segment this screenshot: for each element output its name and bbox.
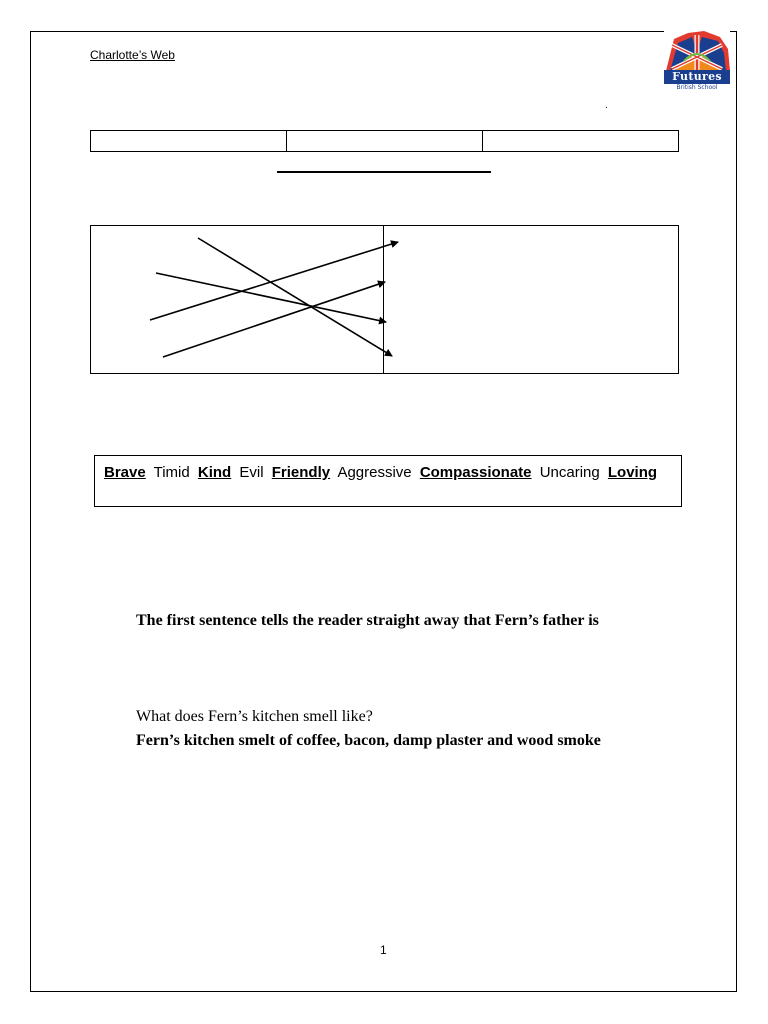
info-table: [90, 130, 679, 152]
title-underline: [277, 171, 491, 173]
logo-name: Futures: [664, 70, 730, 84]
word-bank-item: Friendly: [271, 464, 331, 481]
word-bank-item: Compassionate: [419, 464, 532, 481]
logo-subtitle: British School: [676, 84, 718, 91]
info-cell-1: [91, 131, 287, 152]
info-cell-3: [483, 131, 679, 152]
word-bank-item: Timid: [153, 464, 190, 481]
question-kitchen-smell: What does Fern’s kitchen smell like?: [136, 708, 373, 725]
word-bank-item: Evil: [239, 464, 264, 481]
question-first-sentence: The first sentence tells the reader straight away that Fern’s father is: [136, 612, 599, 629]
word-bank-item: Loving: [607, 464, 658, 481]
info-cell-2: [287, 131, 483, 152]
word-bank-item: Uncaring: [539, 464, 600, 481]
matching-divider: [383, 225, 384, 374]
word-bank-item: Brave: [104, 464, 146, 481]
document-title: Charlotte’s Web: [90, 48, 175, 62]
answer-kitchen-smell: Fern’s kitchen smelt of coffee, bacon, damp plaster and wood smoke: [136, 732, 601, 749]
word-bank: [94, 455, 682, 507]
stray-dot: .: [605, 100, 608, 111]
matching-box: [90, 225, 679, 374]
page-number: 1: [380, 943, 387, 957]
page-border: [30, 31, 737, 992]
word-bank-item: Kind: [197, 464, 232, 481]
school-logo: [664, 31, 730, 95]
union-flag-icon: [664, 31, 730, 71]
word-bank-item: Aggressive: [337, 464, 412, 481]
